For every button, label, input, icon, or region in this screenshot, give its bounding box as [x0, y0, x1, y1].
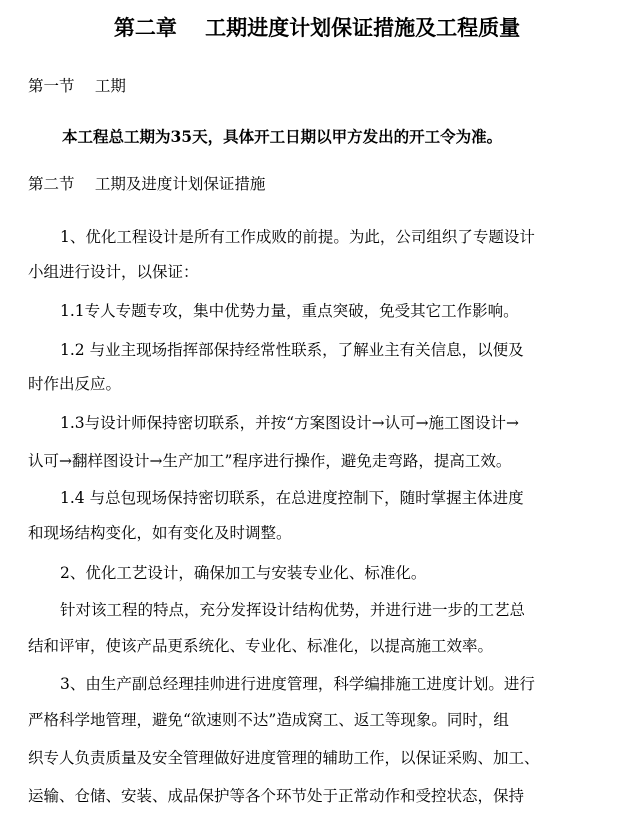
- paragraph-line: 1.1专人专题专攻，集中优势力量，重点突破，免受其它工作影响。: [60, 302, 519, 320]
- section2-heading: 第二节 工期及进度计划保证措施: [28, 175, 266, 193]
- paragraph-line: 1、优化工程设计是所有工作成败的前提。为此，公司组织了专题设计: [60, 228, 535, 246]
- paragraph-line: 针对该工程的特点，充分发挥设计结构优势，并进行进一步的工艺总: [60, 601, 526, 619]
- paragraph-line: 严格科学地管理，避免“欲速则不达”造成窝工、返工等现象。同时，组: [28, 711, 509, 729]
- section1-heading: 第一节 工期: [28, 77, 126, 95]
- paragraph-line: 2、优化工艺设计，确保加工与安装专业化、标准化。: [60, 564, 427, 582]
- paragraph-line: 小组进行设计，以保证：: [28, 263, 199, 281]
- paragraph-line: 结和评审，使该产品更系统化、专业化、标准化，以提高施工效率。: [28, 637, 494, 655]
- paragraph-line: 1.3与设计师保持密切联系，并按“方案图设计→认可→施工图设计→: [60, 414, 520, 432]
- paragraph-line: 1.4 与总包现场保持密切联系，在总进度控制下，随时掌握主体进度: [60, 489, 524, 507]
- paragraph-line: 1.2 与业主现场指挥部保持经常性联系，了解业主有关信息，以便及: [60, 341, 524, 359]
- paragraph-line: 运输、仓储、安装、成品保护等各个环节处于正常动作和受控状态，保持: [28, 787, 525, 805]
- total-period-statement: 本工程总工期为35天，具体开工日期以甲方发出的开工令为准。: [62, 127, 503, 146]
- paragraph-line: 认可→翻样图设计→生产加工”程序进行操作，避免走弯路，提高工效。: [28, 452, 512, 470]
- paragraph-line: 时作出反应。: [28, 375, 122, 393]
- paragraph-line: 织专人负责质量及安全管理做好进度管理的辅助工作，以保证采购、加工、: [28, 749, 540, 767]
- chapter-title: 第二章 工期进度计划保证措施及工程质量: [113, 15, 521, 40]
- paragraph-line: 3、由生产副总经理挂帅进行进度管理，科学编排施工进度计划。进行: [60, 675, 535, 693]
- paragraph-line: 和现场结构变化，如有变化及时调整。: [28, 524, 292, 542]
